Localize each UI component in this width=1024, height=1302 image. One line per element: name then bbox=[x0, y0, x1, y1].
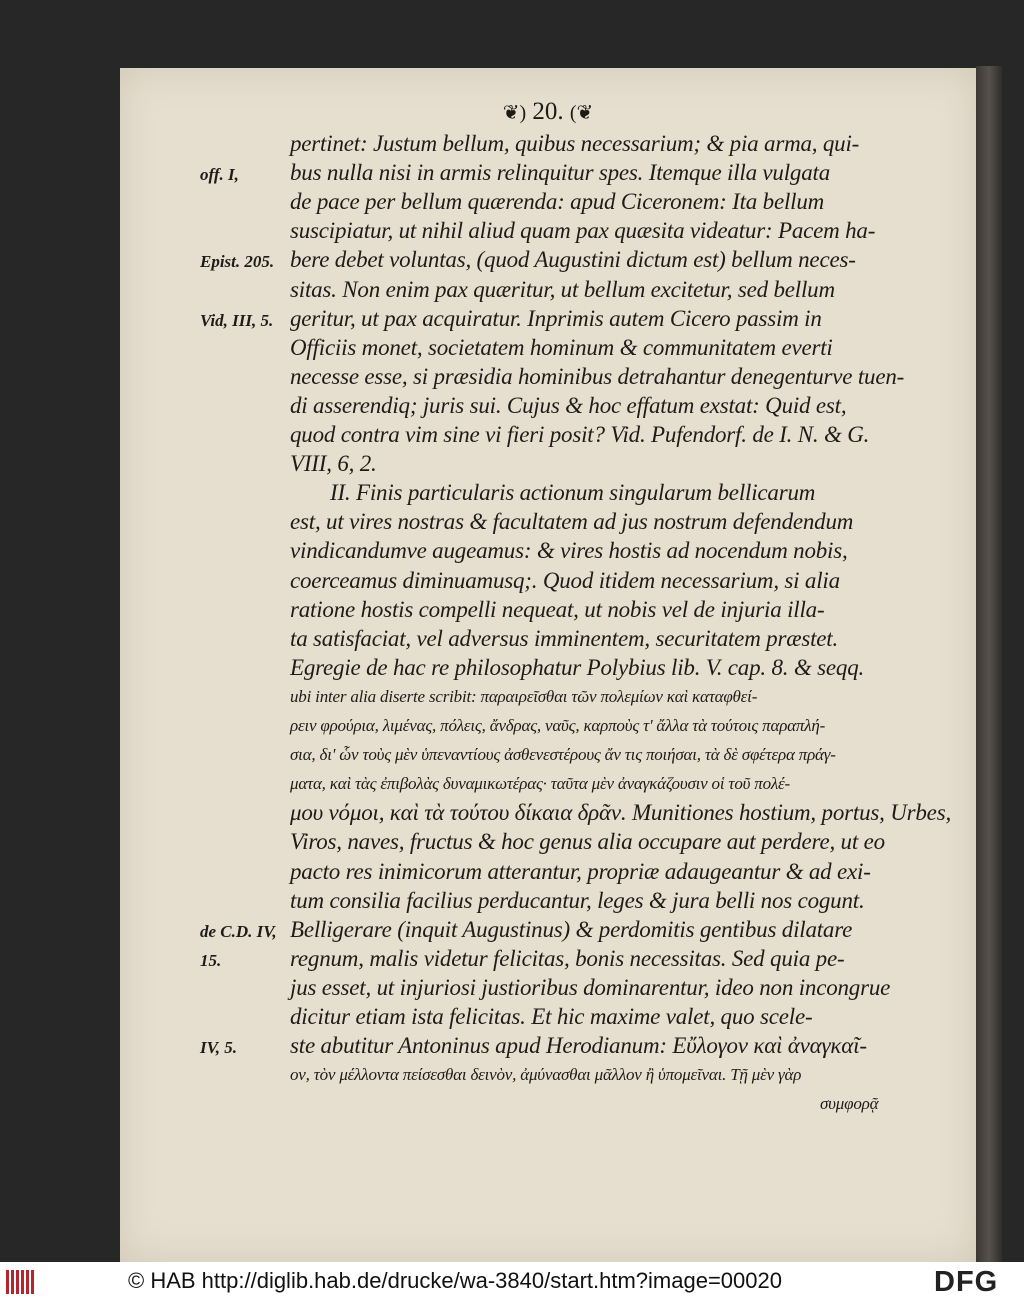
text-line: ste abutitur Antoninus apud Herodianum: Εὔλογον καὶ ἀναγκαῖ- bbox=[290, 1033, 867, 1059]
right-ornament: (❦ bbox=[569, 102, 594, 124]
text-line: ρειν φρούρια, λιμένας, πόλεις, ἄνδρας, ναῦς, καρποὺς τ' ἄλλα τὰ τούτοις παραπλή- bbox=[290, 716, 826, 735]
margin-note: Epist. 205. bbox=[200, 252, 275, 272]
margin-note: IV, 5. bbox=[200, 1038, 238, 1058]
text-line: Belligerare (inquit Augustinus) & perdomitis gentibus dilatare bbox=[290, 916, 853, 942]
text-line: ta satisfaciat, vel adversus imminentem, securitatem præstet. bbox=[290, 625, 839, 651]
text-line: geritur, ut pax acquiratur. Inprimis autem Cicero passim in bbox=[290, 305, 822, 331]
text-line: συμφορᾷ bbox=[820, 1094, 879, 1114]
text-line: vindicandumve augeamus: & vires hostis ad nocendum nobis, bbox=[290, 538, 848, 564]
text-line: bere debet voluntas, (quod Augustini dictum est) bellum neces- bbox=[290, 247, 856, 273]
book-page bbox=[120, 68, 976, 1262]
page-body bbox=[120, 68, 976, 1262]
page-edge bbox=[976, 66, 1002, 1262]
hab-logo-icon[interactable] bbox=[6, 1270, 40, 1294]
text-line: necesse esse, si præsidia hominibus detrahantur denegenturve tuen- bbox=[290, 363, 905, 389]
text-line: dicitur etiam ista felicitas. Et hic maxime valet, quo scele- bbox=[290, 1004, 813, 1029]
text-line: de pace per bellum quærenda: apud Ciceronem: Ita bellum bbox=[290, 189, 825, 215]
left-ornament: ❦) bbox=[502, 102, 527, 124]
text-line: Egregie de hac re philosophatur Polybius lib. V. cap. 8. & seqq. bbox=[290, 654, 865, 680]
text-line: quod contra vim sine vi fieri posit? Vid. Pufendorf. de I. N. & G. bbox=[290, 422, 870, 447]
text-line: bus nulla nisi in armis relinquitur spes. Itemque illa vulgata bbox=[290, 160, 831, 186]
text-line: coerceamus diminuamusq;. Quod itidem necessarium, si alia bbox=[290, 567, 840, 593]
margin-note: Vid, III, 5. bbox=[200, 310, 274, 330]
margin-note: 15. bbox=[200, 950, 222, 970]
text-line: est, ut vires nostras & facultatem ad jus nostrum defendendum bbox=[290, 509, 854, 535]
text-line: Officiis monet, societatem hominum & communitatem everti bbox=[290, 334, 833, 360]
text-line: II. Finis particularis actionum singularum bellicarum bbox=[330, 480, 816, 506]
text-line: jus esset, ut injuriosi justioribus dominarentur, ideo non incongrue bbox=[290, 974, 891, 1000]
text-line: Viros, naves, fructus & hoc genus alia occupare aut perdere, ut eo bbox=[290, 829, 885, 855]
text-line: regnum, malis videtur felicitas, bonis necessitas. Sed quia pe- bbox=[290, 945, 845, 971]
text-line: VIII, 6, 2. bbox=[290, 451, 377, 477]
margin-note: de C.D. IV, bbox=[200, 921, 277, 941]
page-number: 20. bbox=[532, 98, 564, 125]
dfg-logo[interactable]: DFG bbox=[934, 1266, 999, 1298]
text-line: ubi inter alia diserte scribit: παραιρεῖσθαι τῶν πολεμίων καὶ καταφθεί- bbox=[290, 686, 758, 706]
text-line: tum consilia facilius perducantur, leges & jura belli nos cogunt. bbox=[290, 887, 865, 913]
text-line: sitas. Non enim pax quæritur, ut bellum excitetur, sed bellum bbox=[290, 276, 835, 302]
footer-bar bbox=[0, 1262, 1024, 1302]
text-line: ον, τὸν μέλλοντα πείσεσθαι δεινὸν, ἀμύνασθαι μᾶλλον ἢ ὑπομεῖναι. Τῇ μὲν γὰρ bbox=[290, 1065, 802, 1085]
text-line: σια, δι' ὧν τοὺς μὲν ὑπεναντίους ἀσθενεστέρους ἄν τις ποιήσαι, τὰ δὲ σφέτερα πράγ- bbox=[290, 745, 836, 765]
text-line: μου νόμοι, καὶ τὰ τούτου δίκαια δρᾶν. Munitiones hostium, portus, Urbes, bbox=[290, 800, 951, 826]
copyright-link[interactable]: © HAB http://diglib.hab.de/drucke/wa-3840/start.htm?image=00020 bbox=[128, 1268, 782, 1293]
margin-note: off. I, bbox=[200, 165, 239, 185]
text-line: ματα, καὶ τὰς ἐπιβολὰς δυναμικωτέρας· ταῦτα μὲν ἀναγκάζουσιν οἱ τοῦ πολέ- bbox=[290, 774, 791, 794]
text-line: di asserendiq; juris sui. Cujus & hoc effatum exstat: Quid est, bbox=[290, 392, 847, 418]
text-line: pertinet: Justum bellum, quibus necessarium; & pia arma, qui- bbox=[290, 131, 860, 156]
text-line: suscipiatur, ut nihil aliud quam pax quæsita videatur: Pacem ha- bbox=[290, 218, 876, 244]
text-line: pacto res inimicorum atterantur, propriæ adaugeantur & ad exi- bbox=[290, 858, 871, 884]
text-line: ratione hostis compelli nequeat, ut nobis vel de injuria illa- bbox=[290, 596, 825, 622]
